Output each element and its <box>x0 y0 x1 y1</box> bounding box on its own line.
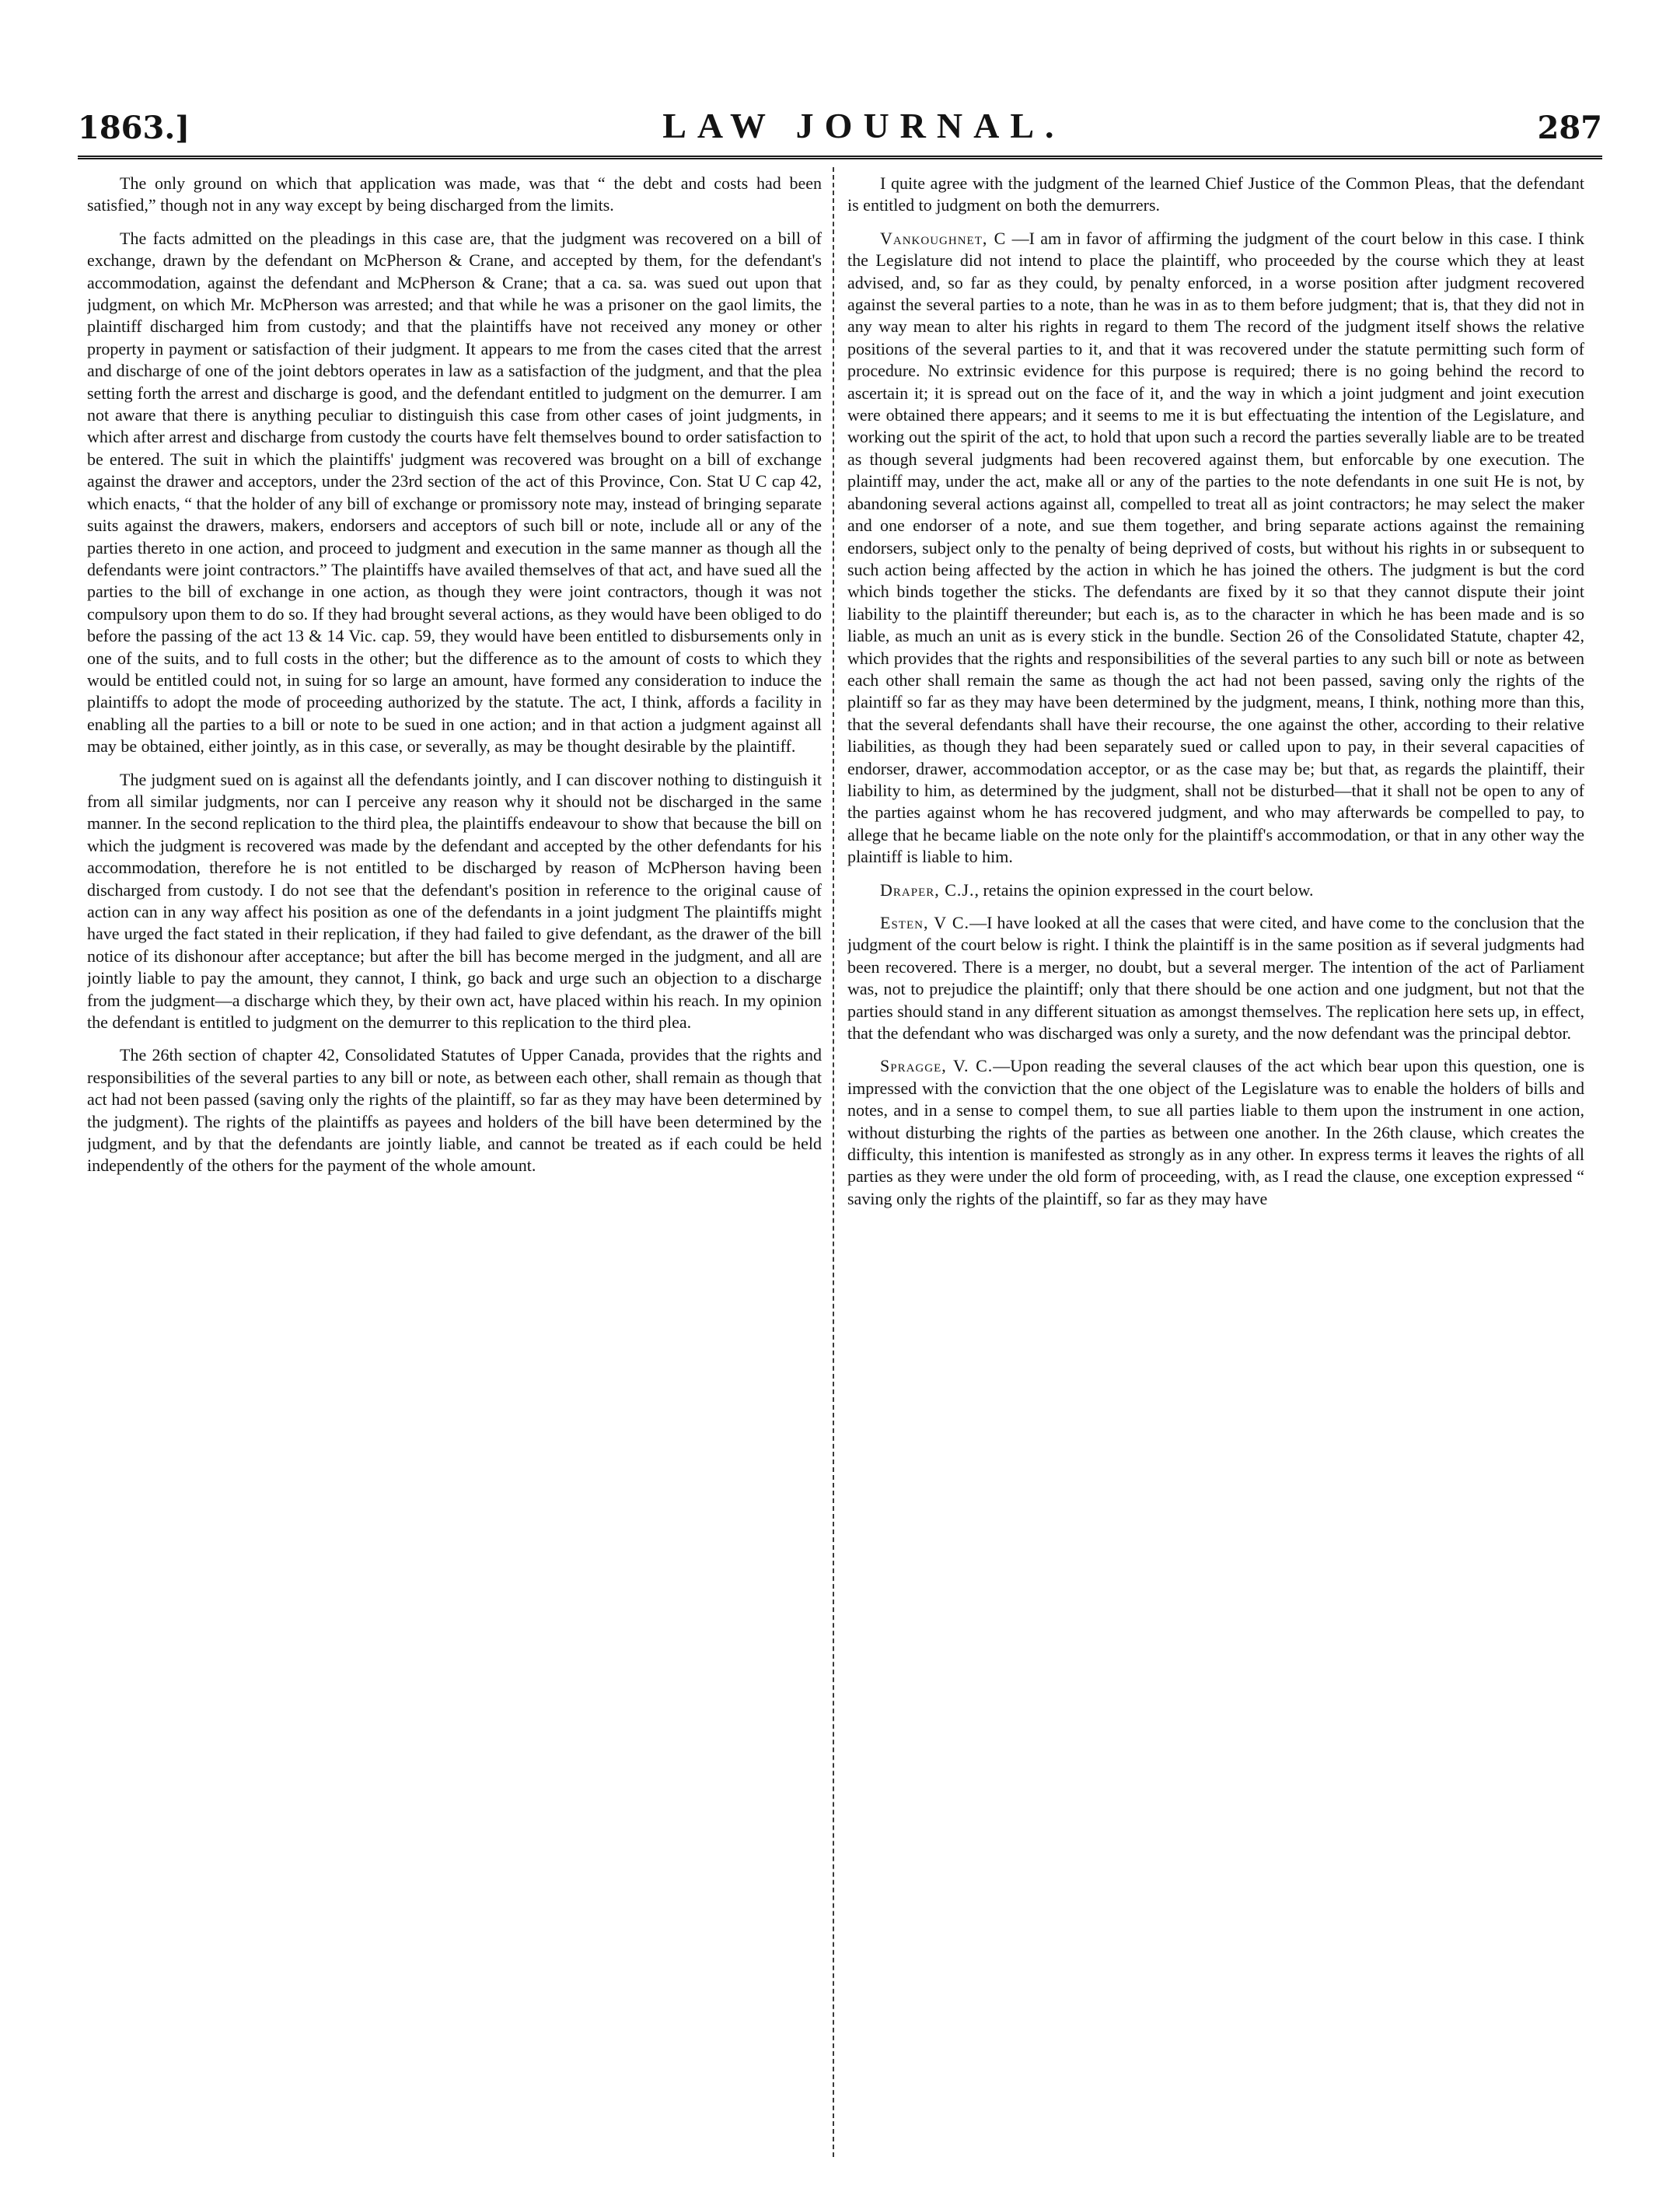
judgment-text: , retains the opinion expressed in the court below. <box>974 879 1314 900</box>
right-column <box>847 173 1584 2145</box>
page-number: 287 <box>1537 110 1602 146</box>
paragraph <box>847 912 1584 1044</box>
judgment-text: I quite agree with the judgment of the learned Chief Justice of the Common Pleas, that the defendant is entitled to judgment on both the demurrers. <box>847 173 1584 215</box>
judgment-text: —I have looked at all the cases that were cited, and have come to the conclusion that the judgment of the court below is right. I think the plaintiff is in the same position as if several judgments had been recovered. There is a merger, no doubt, but a several merger. The intention of the act of Parliament was, not to prejudice the plaintiff; only that there should be one action and one judgment, but not that the parties should stand in any different situation as amongst themselves. The replication here sets up, in effect, that the defendant who was discharged was only a surety, and the now defendant was the principal debtor. <box>847 913 1584 1044</box>
paragraph <box>847 228 1584 869</box>
running-header <box>78 92 1602 159</box>
judgment-text: —I am in favor of affirming the judgment of the court below in this case. I think the Legislature did not intend to place the plaintiff, who proceeded by the course which they at least advised, and, so far as they could, by penalty enforced, in a worse position after judgment recovered against the several parties to a note, than he was in as to them before judgment; that is, that they did not in any way mean to alter his rights in regard to them The record of the judgment itself shows the relative positions of the several parties to it, and that it was recovered under the statute permitting such form of procedure. No extrinsic evidence for this purpose is required; there is no going behind the record to ascertain it; it is spread out on the face of it, and the way in which a joint judgment and joint execution were obtained there appears; and it seems to me it is but effectuating the intention of the Legislature, and working out the spirit of the act, to hold that upon such a record the parties severally liable are to be treated as though several judgments had been recovered against them, but enforcable by one execution. The plaintiff may, under the act, make all or any of the parties to the note defendants in one suit He is not, by abandoning several actions against all, compelled to treat all as joint contractors; he may select the maker and one endorser of a note, and sue them together, and bring separate actions against the remaining endorsers, subject only to the penalty of being deprived of costs, but without his rights in or subsequent to such action being affected by the action in which he has joined the others. The judgment is but the cord which binds together the sticks. The defendants are fixed by it so that they cannot dispute their joint liability to the plaintiff thereunder; but each is, as to the character in which he has been made and is so liable, as much an unit as is every stick in the bundle. Section 26 of the Consolidated Statute, chapter 42, which provides that the rights and responsibilities of the several parties to any such bill or note as between each other shall remain the same as though the act had not been passed, saving only the rights of the plaintiff so far as they may have been determined by the judgment, means, I think, nothing more than this, that the several defendants shall have their recourse, the one against the other, according to their relative liabilities, as though they had been separately sued or called upon to pay, in their several capacities of endorser, drawer, accommodation acceptor, or as the case may be; but that, as regards the plaintiff, their liability to him, as determined by the judgment, shall not be disturbed—that it shall not be open to any of the parties against whom he has recovered judgment, and who may afterwards be compelled to pay, to allege that he became liable on the note only for the plaintiff's accommodation, or that in any other way the plaintiff is liable to him. <box>847 228 1584 867</box>
judge-name: Spragge, V. C. <box>880 1056 994 1076</box>
header-title: LAW JOURNAL. <box>662 106 1065 145</box>
paragraph <box>847 1055 1584 1210</box>
judge-name: Vankoughnet, C <box>880 228 1007 248</box>
paragraph: The only ground on which that application was made, was that “ the debt and costs had been satisfied,” though not in any way except by being discharged from the limits. <box>87 173 822 215</box>
paragraph <box>847 879 1584 901</box>
judge-name: Draper, C.J. <box>880 879 975 900</box>
paragraph <box>847 173 1584 217</box>
judgment-text: —Upon reading the several clauses of the act which bear upon this question, one is impressed with the conviction that the one object of the Legislature was to enable the holders of bills and notes, and in a sense to compel them, to sue all parties liable to them upon the instrument in one action, without disturbing the rights of the parties as between one another. In the 26th clause, which creates the difficulty, this intention is manifested as strongly as in any other. In express terms it leaves the rights of all parties as they were under the old form of proceeding, with, as I read the clause, one exception expressed “ saving only the rights of the plaintiff, so far as they may have <box>847 1056 1584 1208</box>
left-column <box>87 173 822 2145</box>
judge-name: Esten, V C. <box>880 913 970 932</box>
header-year: 1863.] <box>78 110 190 146</box>
paragraph: The 26th section of chapter 42, Consolidated Statutes of Upper Canada, provides that the rights and responsibilities of the several parties to any bill or note, as between each other, shall remain as though that act had not been passed (saving only the rights of the plaintiff, so far as they may have been determined by the judgment). The rights of the plaintiffs as payees and holders of the bill have been determined by the judgment, and by that the defendants are jointly liable, and cannot be treated as if each could be held independently of the others for the payment of the whole amount. <box>87 1045 822 1176</box>
column-divider <box>833 167 834 2157</box>
paragraph: The judgment sued on is against all the defendants jointly, and I can discover nothing to distinguish it from all similar judgments, nor can I perceive any reason why it should not be discharged in the same manner. In the second replication to the third plea, the plaintiffs endeavour to show that because the bill on which the judgment is recovered was made by the defendant and accepted by the other defendants for his accommodation, therefore he is not entitled to be discharged by reason of McPherson having been discharged from custody. I do not see that the defendant's position in reference to the original cause of action can in any way affect his position as one of the defendants in a joint judgment The plaintiffs might have urged the fact stated in their replication, if they had failed to give defendant, as the drawer of the bill notice of its dishonour after acceptance; but after the bill has become merged in the judgment, and all are jointly liable to pay the amount, they cannot, I think, go back and urge such an objection to a discharge from the judgment—a discharge which they, by their own act, have placed within his reach. In my opinion the defendant is entitled to judgment on the demurrer to this replication to the third plea. <box>87 769 822 1033</box>
paragraph: The facts admitted on the pleadings in this case are, that the judgment was recovered on a bill of exchange, drawn by the defendant on McPherson & Crane, and accepted by them, for the defendant's accommodation, against the defendant and McPherson & Crane; that a ca. sa. was sued out upon that judgment, on which Mr. McPherson was arrested; and that while he was a prisoner on the gaol limits, the plaintiff discharged him from custody; and that the plaintiffs have not received any money or other property in payment or satisfaction of their judgment. It appears to me from the cases cited that the arrest and discharge of one of the joint debtors operates in law as a satisfaction of the judgment, and that the plea setting forth the arrest and discharge is good, and the defendant entitled to judgment on the demurrer. I am not aware that there is anything peculiar to distinguish this case from other cases of joint judgments, in which after arrest and discharge from custody the courts have felt themselves bound to order satisfaction to be entered. The suit in which the plaintiffs' judgment was recovered was brought on a bill of exchange against the drawer and acceptors, under the 23rd section of the act of this Province, Con. Stat U C cap 42, which enacts, “ that the holder of any bill of exchange or promissory note may, instead of bringing separate suits against the drawers, makers, endorsers and acceptors of such bill or note, include all or any of the parties thereto in one action, and proceed to judgment and execution in the same manner as though all the defendants were joint contractors.” The plaintiffs have availed themselves of that act, and have sued all the parties to the bill of exchange in one action, as though they were joint contractors, though it was not compulsory upon them to do so. If they had brought several actions, as they would have been obliged to do before the passing of the act 13 & 14 Vic. cap. 59, they would have been entitled to disbursements only in one of the suits, and to full costs in the other; but the difference as to the amount of costs to which they would be entitled could not, in suing for so large an amount, have formed any consideration to induce the plaintiffs to adopt the mode of proceeding authorized by the statute. The act, I think, affords a facility in enabling all the parties to a bill or note to be sued in one action; and in that action a judgment against all may be obtained, either jointly, as in this case, or severally, as may be thought desirable by the plaintiff. <box>87 228 822 757</box>
